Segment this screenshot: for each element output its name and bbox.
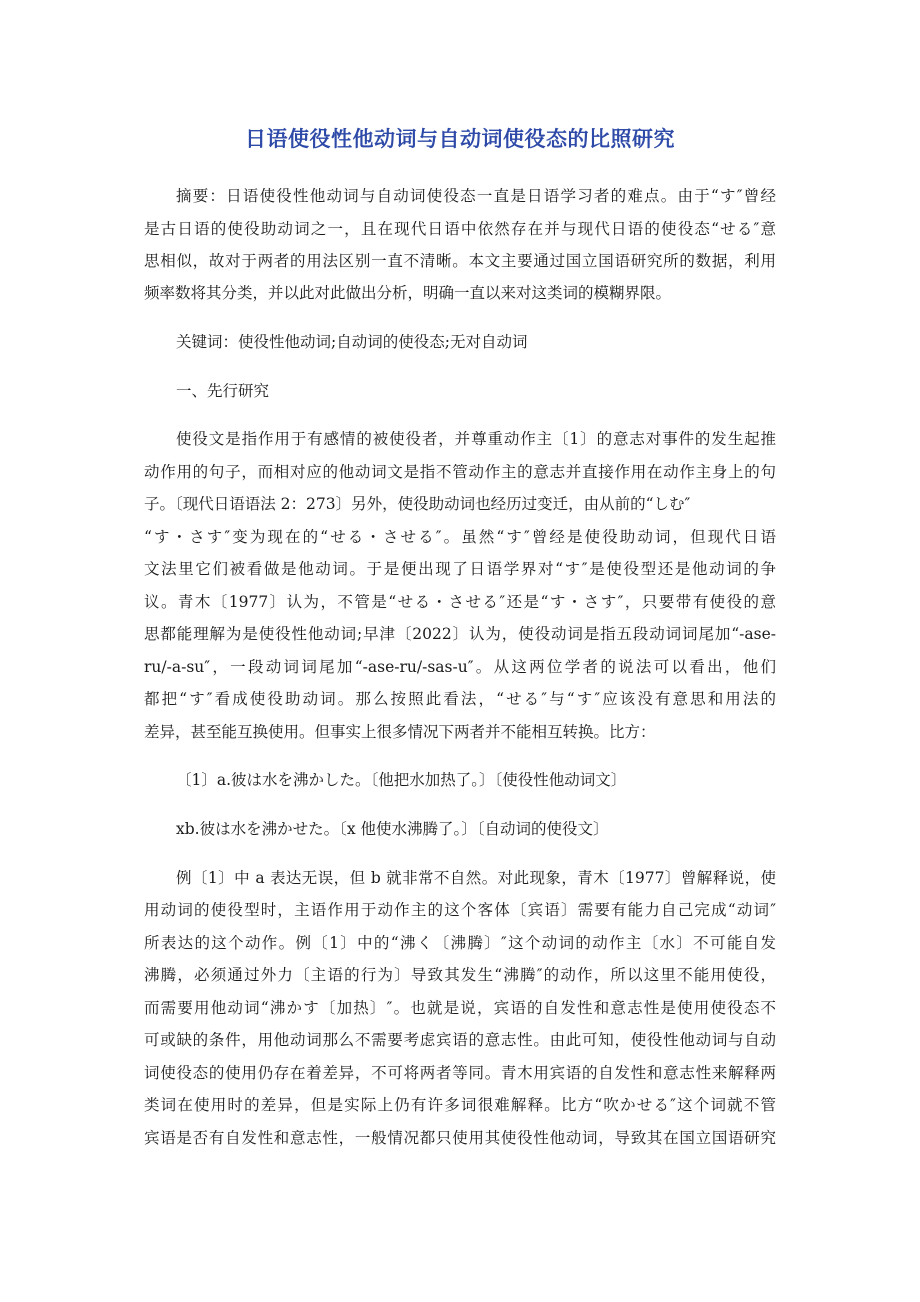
example-b: xb.彼は水を沸かせた。〔x 他使水沸腾了。〕〔自动词的使役文〕	[176, 820, 609, 838]
paragraph-line: 议。青木〔1977〕认为，不管是“せる・させる″还是“す・さす″，只要带有使役的意	[144, 593, 776, 611]
example-a: 〔1〕a.彼は水を沸かした。〔他把水加热了。〕〔使役性他动词文〕	[176, 771, 627, 789]
paragraph-line: 思都能理解为是使役性他动词;早津〔2022〕认为，使役动词是指五段动词词尾加“-ase-	[144, 625, 776, 643]
abstract-line: 频率数将其分类，并以此对此做出分析，明确一直以来对这类词的模糊界限。	[144, 284, 672, 302]
paragraph-line: 例〔1〕中 a 表达无误，但 b 就非常不自然。对此现象，青木〔1977〕曾解释说，使	[176, 869, 776, 887]
abstract-line: 摘要：日语使役性他动词与自动词使役态一直是日语学习者的难点。由于“す″曾经	[176, 187, 776, 205]
paragraph-line: ru/-a-su″，一段动词词尾加“-ase-ru/-sas-u″。从这两位学者的说法可以看出，他们	[144, 658, 776, 676]
paragraph-line: 词使役态的使用仍存在着差异，不可将两者等同。青木用宾语的自发性和意志性来解释两	[144, 1064, 776, 1082]
keywords: 关键词：使役性他动词;自动词的使役态;无对自动词	[176, 333, 528, 351]
document-title: 日语使役性他动词与自动词使役态的比照研究	[245, 127, 675, 151]
paragraph-line: 子。〔现代日语语法 2：273〕另外，使役助动词也经历过变迁，由从前的“しむ″	[144, 495, 691, 513]
section-heading: 一、先行研究	[176, 382, 270, 400]
abstract-line: 思相似，故对于两者的用法区别一直不清晰。本文主要通过国立国语研究所的数据，利用	[144, 252, 776, 270]
paragraph-line: 可或缺的条件，用他动词那么不需要考虑宾语的意志性。由此可知，使役性他动词与自动	[144, 1031, 776, 1049]
paragraph-line: 沸腾，必须通过外力〔主语的行为〕导致其发生“沸腾″的动作，所以这里不能用使役，	[144, 966, 776, 984]
paragraph-line: 文法里它们被看做是他动词。于是便出现了日语学界对“す″是使役型还是他动词的争	[144, 560, 776, 578]
paragraph-line: 宾语是否有自发性和意志性，一般情况都只使用其使役性他动词，导致其在国立国语研究	[144, 1129, 776, 1147]
paragraph-line: “す・さす″变为现在的“せる・させる″。虽然“す″曾经是使役助动词，但现代日语	[144, 528, 776, 546]
paragraph-line: 而需要用他动词“沸かす〔加热〕″。也就是说，宾语的自发性和意志性是使用使役态不	[144, 999, 776, 1017]
paragraph-line: 差异，甚至能互换使用。但事实上很多情况下两者并不能相互转换。比方：	[144, 723, 656, 741]
paragraph-line: 动作用的句子，而相对应的他动词文是指不管动作主的意志并直接作用在动作主身上的句	[144, 463, 776, 481]
paragraph-line: 使役文是指作用于有感情的被使役者，并尊重动作主〔1〕的意志对事件的发生起推	[176, 430, 776, 448]
paragraph-line: 所表达的这个动作。例〔1〕中的“沸く〔沸腾〕″这个动词的动作主〔水〕不可能自发	[144, 934, 776, 952]
paragraph-line: 用动词的使役型时，主语作用于动作主的这个客体〔宾语〕需要有能力自己完成“动词″	[144, 901, 776, 919]
paragraph-line: 都把“す″看成使役助动词。那么按照此看法，“せる″与“す″应该没有意思和用法的	[144, 690, 776, 708]
abstract-line: 是古日语的使役助动词之一，且在现代日语中依然存在并与现代日语的使役态“せる″意	[144, 220, 776, 238]
paragraph-line: 类词在使用时的差异，但是实际上仍有许多词很难解释。比方“吹かせる″这个词就不管	[144, 1096, 776, 1114]
